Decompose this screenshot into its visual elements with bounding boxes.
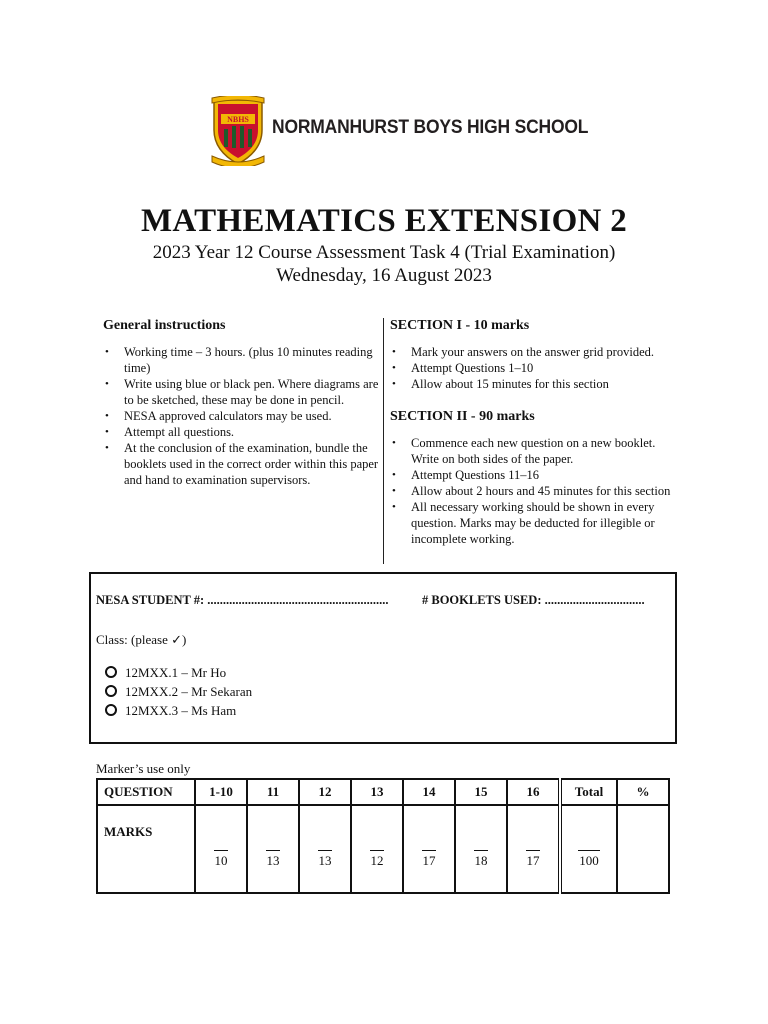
marks-cell[interactable] (351, 805, 403, 893)
booklets-used-field[interactable]: # BOOKLETS USED: ................................ (422, 593, 645, 607)
class-option-3[interactable] (105, 703, 236, 719)
general-instructions-list (103, 344, 379, 488)
total-max-marks: 100 (579, 852, 599, 868)
list-item: • All necessary working should be shown in every question. Marks may be deducted for illegible or incomplete working. (390, 499, 672, 547)
class-option-1[interactable] (105, 665, 226, 681)
section-1-heading: SECTION I - 10 marks (390, 318, 530, 333)
marks-cell[interactable] (247, 805, 299, 893)
class-option-label: 12MXX.2 – Mr Sekaran (125, 684, 253, 699)
class-label: Class: (please ✓) (96, 632, 187, 647)
max-marks: 10 (214, 852, 228, 868)
radio-circle-icon[interactable] (105, 685, 117, 697)
question-number: 14 (403, 779, 455, 805)
markers-use-caption: Marker’s use only (96, 761, 191, 776)
marks-cell[interactable] (507, 805, 560, 893)
max-marks: 12 (370, 852, 384, 868)
list-item: • Attempt all questions. (103, 424, 379, 440)
table-row (97, 779, 669, 805)
school-crest-logo (211, 96, 265, 166)
column-divider (383, 318, 384, 564)
marks-row-label: MARKS (97, 805, 195, 893)
radio-circle-icon[interactable] (105, 704, 117, 716)
max-marks: 18 (474, 852, 488, 868)
school-name: NORMANHURST BOYS HIGH SCHOOL (272, 117, 589, 138)
percent-cell[interactable] (617, 805, 669, 893)
list-item: • At the conclusion of the examination, bundle the booklets used in the correct order within this paper and hand to examination supervisors. (103, 440, 379, 488)
list-item: • Mark your answers on the answer grid provided. (390, 344, 672, 360)
general-instructions-heading: General instructions (103, 318, 226, 333)
question-number: 12 (299, 779, 351, 805)
class-option-2[interactable] (105, 684, 252, 700)
section-1-list (390, 344, 672, 392)
list-item: • NESA approved calculators may be used. (103, 408, 379, 424)
question-number: 1-10 (195, 779, 247, 805)
section-2-heading: SECTION II - 90 marks (390, 409, 535, 424)
max-marks: 17 (422, 852, 436, 868)
exam-date: Wednesday, 16 August 2023 (276, 265, 492, 286)
marks-cell[interactable] (195, 805, 247, 893)
max-marks: 13 (266, 852, 280, 868)
exam-subtitle: 2023 Year 12 Course Assessment Task 4 (Trial Examination) (152, 242, 616, 263)
radio-circle-icon[interactable] (105, 666, 117, 678)
question-number: 16 (507, 779, 560, 805)
list-item: • Commence each new question on a new booklet. Write on both sides of the paper. (390, 435, 672, 467)
list-item: • Attempt Questions 1–10 (390, 360, 672, 376)
marks-cell[interactable] (455, 805, 507, 893)
total-label: Total (560, 779, 617, 805)
exam-title: MATHEMATICS EXTENSION 2 (140, 203, 628, 239)
table-row (97, 805, 669, 893)
percent-label: % (617, 779, 669, 805)
list-item: • Write using blue or black pen. Where diagrams are to be sketched, these may be done in pencil. (103, 376, 379, 408)
list-item: • Attempt Questions 11–16 (390, 467, 672, 483)
svg-text:NBHS: NBHS (227, 115, 249, 124)
list-item: • Allow about 15 minutes for this section (390, 376, 672, 392)
question-number: 13 (351, 779, 403, 805)
total-marks-cell[interactable] (560, 805, 617, 893)
list-item: • Allow about 2 hours and 45 minutes for this section (390, 483, 672, 499)
nesa-student-number-field[interactable]: NESA STUDENT #: .......................................................... (96, 593, 389, 607)
list-item: • Working time – 3 hours. (plus 10 minutes reading time) (103, 344, 379, 376)
question-number: 15 (455, 779, 507, 805)
question-number: 11 (247, 779, 299, 805)
class-option-label: 12MXX.1 – Mr Ho (125, 665, 227, 680)
marks-table (96, 778, 670, 894)
max-marks: 13 (318, 852, 332, 868)
max-marks: 17 (526, 852, 540, 868)
section-2-list (390, 435, 672, 547)
marks-cell[interactable] (299, 805, 351, 893)
question-row-label: QUESTION (97, 779, 195, 805)
marks-cell[interactable] (403, 805, 455, 893)
class-option-label: 12MXX.3 – Ms Ham (125, 703, 237, 718)
